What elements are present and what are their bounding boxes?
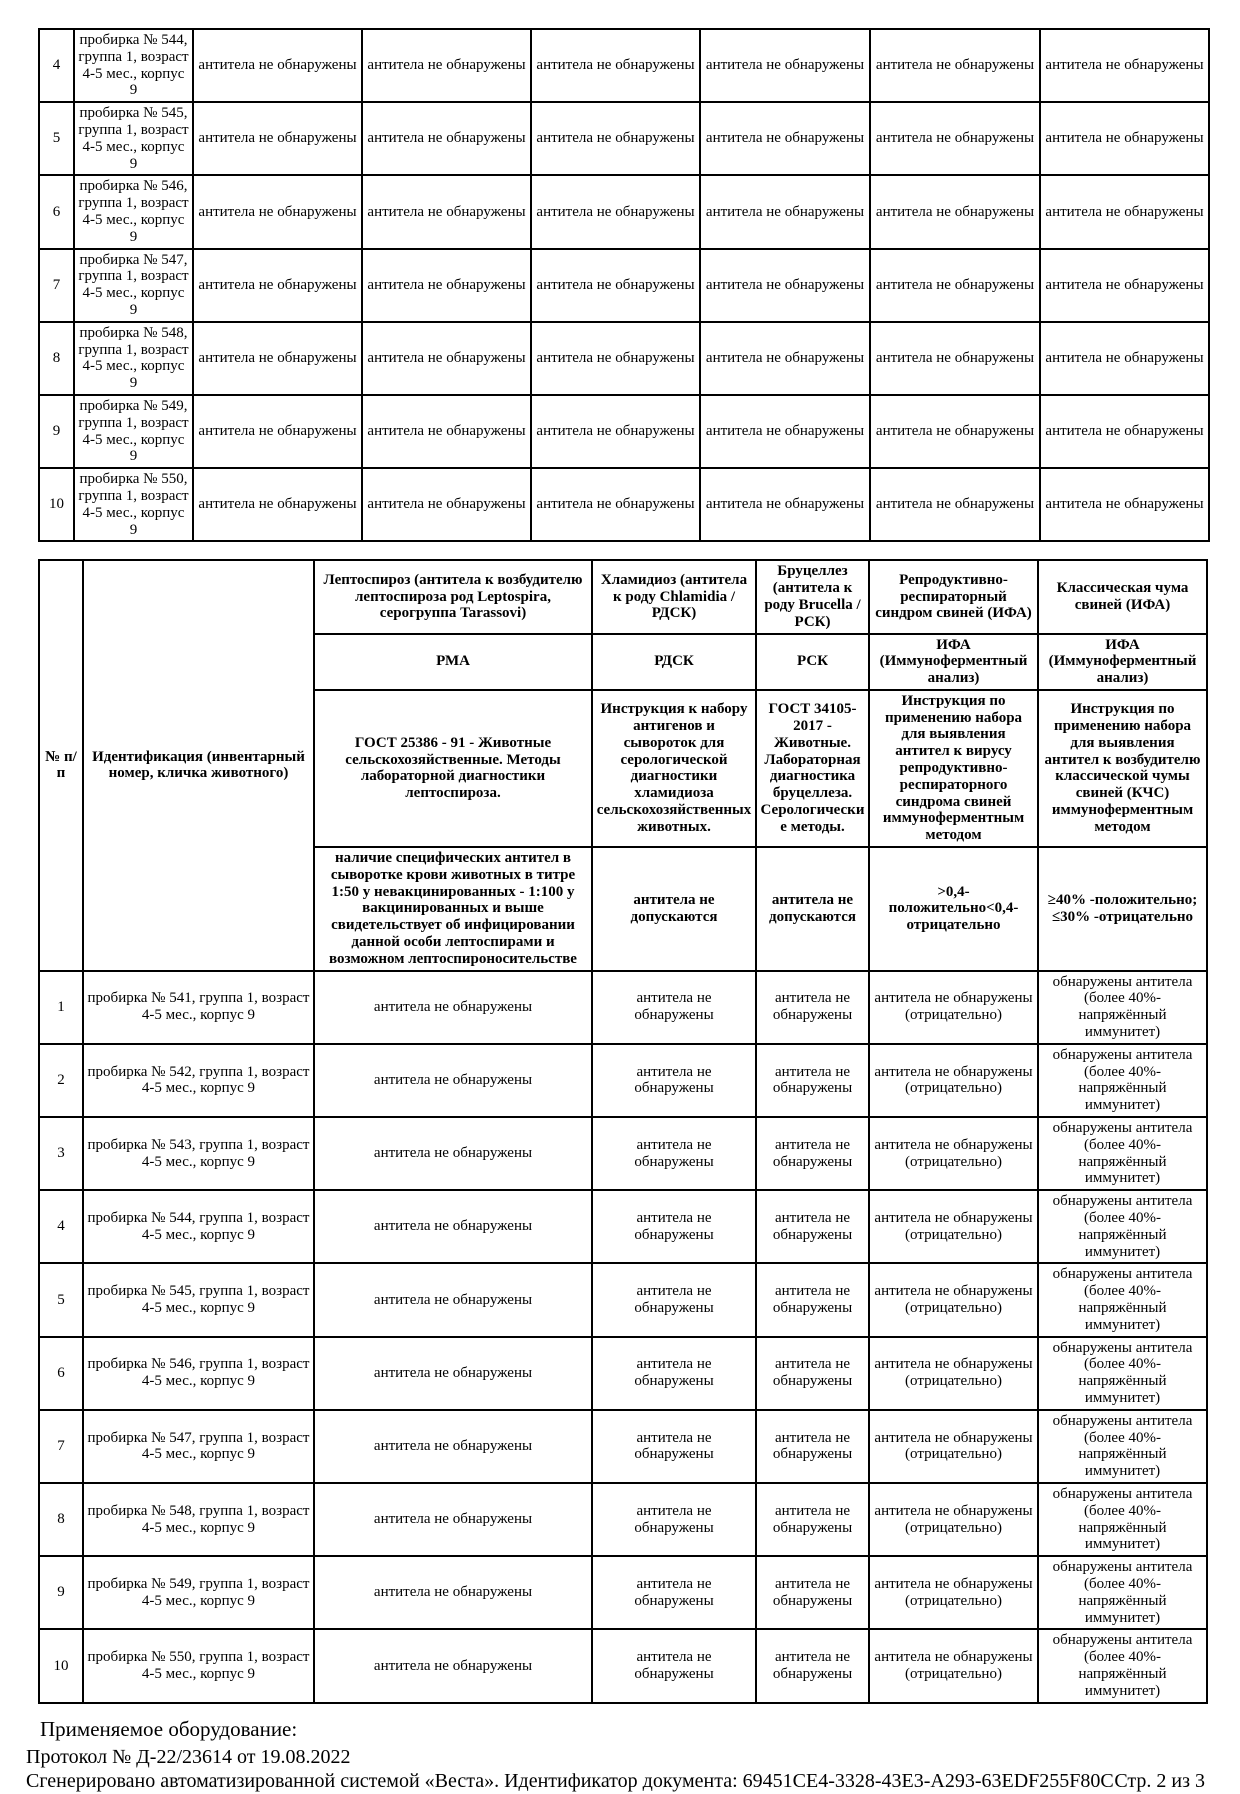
csf-result: обнаружены антитела (более 40%- напряжённый иммунитет)	[1038, 1483, 1207, 1556]
page-number: Стр. 2 из 3	[1114, 1770, 1205, 1793]
result-cell: антитела не обнаружены	[531, 29, 700, 102]
result-cell: антитела не обнаружены	[531, 468, 700, 541]
brucellosis-result: антитела не обнаружены	[756, 1410, 869, 1483]
row-number: 2	[39, 1044, 83, 1117]
result-cell: антитела не обнаружены	[700, 175, 870, 248]
brucellosis-result: антитела не обнаружены	[756, 1337, 869, 1410]
prrs-result: антитела не обнаружены (отрицательно)	[869, 1483, 1038, 1556]
prrs-result: антитела не обнаружены (отрицательно)	[869, 1629, 1038, 1702]
result-cell: антитела не обнаружены	[531, 175, 700, 248]
result-cell: антитела не обнаружены	[193, 175, 362, 248]
result-cell: антитела не обнаружены	[1040, 468, 1209, 541]
result-cell: антитела не обнаружены	[1040, 322, 1209, 395]
method-header-prrs: ИФА (Иммуноферментный анализ)	[869, 634, 1038, 690]
generated-note: Сгенерировано автоматизированной системой «Веста». Идентификатор документа: 69451CE4-3328-43E3-A293-63EDF255F80C	[26, 1770, 1114, 1793]
brucellosis-result: антитела не обнаружены	[756, 1629, 869, 1702]
standard-header-csf: Инструкция по применению набора для выявления антител к возбудителю классической чумы свиней (КЧС) иммуноферментным методом	[1038, 690, 1207, 847]
result-cell: антитела не обнаружены	[193, 322, 362, 395]
result-cell: антитела не обнаружены	[870, 468, 1040, 541]
sample-result-row	[39, 102, 1209, 175]
leptospirosis-result: антитела не обнаружены	[314, 971, 592, 1044]
row-number: 7	[39, 1410, 83, 1483]
sample-result-row	[39, 1263, 1207, 1336]
brucellosis-result: антитела не обнаружены	[756, 1044, 869, 1117]
brucellosis-result: антитела не обнаружены	[756, 971, 869, 1044]
result-cell: антитела не обнаружены	[870, 175, 1040, 248]
chlamydia-result: антитела не обнаружены	[592, 1410, 756, 1483]
row-number: 6	[39, 1337, 83, 1410]
csf-result: обнаружены антитела (более 40%- напряжённый иммунитет)	[1038, 1117, 1207, 1190]
chlamydia-result: антитела не обнаружены	[592, 1190, 756, 1263]
sample-result-row	[39, 322, 1209, 395]
standard-header-brucellosis: ГОСТ 34105-2017 - Животные. Лабораторная диагностика бруцеллеза. Серологические методы.	[756, 690, 869, 847]
row-number: 6	[39, 175, 74, 248]
protocol-number: Протокол № Д-22/23614 от 19.08.2022	[26, 1745, 351, 1768]
row-number: 8	[39, 322, 74, 395]
leptospirosis-result: антитела не обнаружены	[314, 1556, 592, 1629]
result-cell: антитела не обнаружены	[700, 249, 870, 322]
main-table-header	[39, 560, 1207, 970]
result-cell: антитела не обнаружены	[531, 395, 700, 468]
leptospirosis-result: антитела не обнаружены	[314, 1629, 592, 1702]
chlamydia-result: антитела не обнаружены	[592, 1337, 756, 1410]
sample-result-row	[39, 971, 1207, 1044]
csf-result: обнаружены антитела (более 40%- напряжённый иммунитет)	[1038, 1263, 1207, 1336]
row-number: 9	[39, 395, 74, 468]
row-number: 8	[39, 1483, 83, 1556]
leptospirosis-result: антитела не обнаружены	[314, 1044, 592, 1117]
page-footer	[26, 1716, 1205, 1794]
result-cell: антитела не обнаружены	[870, 322, 1040, 395]
prrs-result: антитела не обнаружены (отрицательно)	[869, 971, 1038, 1044]
row-number: 4	[39, 29, 74, 102]
norm-header-brucellosis: антитела не допускаются	[756, 847, 869, 971]
prrs-result: антитела не обнаружены (отрицательно)	[869, 1263, 1038, 1336]
result-cell: антитела не обнаружены	[1040, 29, 1209, 102]
result-cell: антитела не обнаружены	[700, 322, 870, 395]
prrs-result: антитела не обнаружены (отрицательно)	[869, 1556, 1038, 1629]
disease-header-chlamydia: Хламидиоз (антитела к роду Chlamidia / РДСК)	[592, 560, 756, 633]
sample-result-row	[39, 1556, 1207, 1629]
result-cell: антитела не обнаружены	[362, 175, 531, 248]
disease-header-brucellosis: Бруцеллез (антитела к роду Brucella / РСК)	[756, 560, 869, 633]
result-cell: антитела не обнаружены	[870, 395, 1040, 468]
result-cell: антитела не обнаружены	[362, 249, 531, 322]
main-table-body	[39, 971, 1207, 1703]
leptospirosis-result: антитела не обнаружены	[314, 1483, 592, 1556]
method-header-csf: ИФА (Иммуноферментный анализ)	[1038, 634, 1207, 690]
sample-result-row	[39, 249, 1209, 322]
prrs-result: антитела не обнаружены (отрицательно)	[869, 1410, 1038, 1483]
csf-result: обнаружены антитела (более 40%- напряжённый иммунитет)	[1038, 1044, 1207, 1117]
col-header-identification: Идентификация (инвентарный номер, кличка животного)	[83, 560, 314, 970]
row-number: 1	[39, 971, 83, 1044]
sample-result-row	[39, 468, 1209, 541]
sample-identification: пробирка № 545, группа 1, возраст 4-5 мес., корпус 9	[83, 1263, 314, 1336]
row-number: 4	[39, 1190, 83, 1263]
chlamydia-result: антитела не обнаружены	[592, 1044, 756, 1117]
result-cell: антитела не обнаружены	[700, 102, 870, 175]
result-cell: антитела не обнаружены	[1040, 102, 1209, 175]
result-cell: антитела не обнаружены	[531, 102, 700, 175]
sample-identification: пробирка № 546, группа 1, возраст 4-5 мес., корпус 9	[83, 1337, 314, 1410]
result-cell: антитела не обнаружены	[870, 249, 1040, 322]
result-cell: антитела не обнаружены	[531, 322, 700, 395]
equipment-label: Применяемое оборудование:	[40, 1716, 298, 1741]
sample-identification: пробирка № 543, группа 1, возраст 4-5 мес., корпус 9	[83, 1117, 314, 1190]
brucellosis-result: антитела не обнаружены	[756, 1263, 869, 1336]
sample-identification: пробирка № 550, группа 1, возраст 4-5 мес., корпус 9	[83, 1629, 314, 1702]
norm-header-leptospirosis: наличие специфических антител в сыворотке крови животных в титре 1:50 у невакцинированных - 1:100 у вакцинированных и выше свидетельствует об инфицировании данной особи лептоспирами и возможном лептоспироносительстве	[314, 847, 592, 971]
row-number: 3	[39, 1117, 83, 1190]
result-cell: антитела не обнаружены	[700, 29, 870, 102]
leptospirosis-result: антитела не обнаружены	[314, 1263, 592, 1336]
sample-identification: пробирка № 547, группа 1, возраст 4-5 мес., корпус 9	[74, 249, 193, 322]
chlamydia-result: антитела не обнаружены	[592, 1117, 756, 1190]
result-cell: антитела не обнаружены	[870, 102, 1040, 175]
sample-identification: пробирка № 550, группа 1, возраст 4-5 мес., корпус 9	[74, 468, 193, 541]
chlamydia-result: антитела не обнаружены	[592, 971, 756, 1044]
row-number: 9	[39, 1556, 83, 1629]
sample-identification: пробирка № 546, группа 1, возраст 4-5 мес., корпус 9	[74, 175, 193, 248]
disease-header-leptospirosis: Лептоспироз (антитела к возбудителю лептоспироза род Leptospira, серогруппа Tarassovi)	[314, 560, 592, 633]
chlamydia-result: антитела не обнаружены	[592, 1483, 756, 1556]
brucellosis-result: антитела не обнаружены	[756, 1483, 869, 1556]
standard-header-chlamydia: Инструкция к набору антигенов и сывороток для серологической диагностики хламидиоза сельскохозяйственных животных.	[592, 690, 756, 847]
disease-name-row	[39, 560, 1207, 633]
leptospirosis-result: антитела не обнаружены	[314, 1190, 592, 1263]
method-header-chlamydia: РДСК	[592, 634, 756, 690]
standard-header-leptospirosis: ГОСТ 25386 - 91 - Животные сельскохозяйственные. Методы лабораторной диагностики лептоспироза.	[314, 690, 592, 847]
result-cell: антитела не обнаружены	[362, 395, 531, 468]
disease-header-csf: Классическая чума свиней (ИФА)	[1038, 560, 1207, 633]
method-header-brucellosis: РСК	[756, 634, 869, 690]
sample-result-row	[39, 1044, 1207, 1117]
method-header-leptospirosis: РМА	[314, 634, 592, 690]
result-cell: антитела не обнаружены	[1040, 395, 1209, 468]
result-cell: антитела не обнаружены	[193, 395, 362, 468]
norm-header-csf: ≥40% -положительно; ≤30% -отрицательно	[1038, 847, 1207, 971]
sample-result-row	[39, 1190, 1207, 1263]
prrs-result: антитела не обнаружены (отрицательно)	[869, 1044, 1038, 1117]
disease-header-prrs: Репродуктивно-респираторный синдром свиней (ИФА)	[869, 560, 1038, 633]
csf-result: обнаружены антитела (более 40%- напряжённый иммунитет)	[1038, 1190, 1207, 1263]
serology-results-table-continuation	[38, 28, 1210, 542]
csf-result: обнаружены антитела (более 40%- напряжённый иммунитет)	[1038, 1629, 1207, 1702]
sample-result-row	[39, 1410, 1207, 1483]
sample-result-row	[39, 1117, 1207, 1190]
brucellosis-result: антитела не обнаружены	[756, 1190, 869, 1263]
row-number: 5	[39, 1263, 83, 1336]
sample-identification: пробирка № 548, группа 1, возраст 4-5 мес., корпус 9	[74, 322, 193, 395]
sample-identification: пробирка № 548, группа 1, возраст 4-5 мес., корпус 9	[83, 1483, 314, 1556]
result-cell: антитела не обнаружены	[193, 102, 362, 175]
sample-identification: пробирка № 542, группа 1, возраст 4-5 мес., корпус 9	[83, 1044, 314, 1117]
brucellosis-result: антитела не обнаружены	[756, 1117, 869, 1190]
leptospirosis-result: антитела не обнаружены	[314, 1117, 592, 1190]
row-number: 7	[39, 249, 74, 322]
sample-result-row	[39, 1483, 1207, 1556]
brucellosis-result: антитела не обнаружены	[756, 1556, 869, 1629]
result-cell: антитела не обнаружены	[1040, 249, 1209, 322]
csf-result: обнаружены антитела (более 40%- напряжённый иммунитет)	[1038, 1556, 1207, 1629]
sample-identification: пробирка № 549, группа 1, возраст 4-5 мес., корпус 9	[83, 1556, 314, 1629]
sample-result-row	[39, 175, 1209, 248]
csf-result: обнаружены антитела (более 40%- напряжённый иммунитет)	[1038, 1337, 1207, 1410]
result-cell: антитела не обнаружены	[531, 249, 700, 322]
sample-identification: пробирка № 544, группа 1, возраст 4-5 мес., корпус 9	[83, 1190, 314, 1263]
result-cell: антитела не обнаружены	[700, 468, 870, 541]
prrs-result: антитела не обнаружены (отрицательно)	[869, 1190, 1038, 1263]
sample-identification: пробирка № 547, группа 1, возраст 4-5 мес., корпус 9	[83, 1410, 314, 1483]
result-cell: антитела не обнаружены	[700, 395, 870, 468]
top-table-body	[39, 29, 1209, 541]
result-cell: антитела не обнаружены	[193, 468, 362, 541]
norm-header-chlamydia: антитела не допускаются	[592, 847, 756, 971]
csf-result: обнаружены антитела (более 40%- напряжённый иммунитет)	[1038, 1410, 1207, 1483]
sample-identification: пробирка № 544, группа 1, возраст 4-5 мес., корпус 9	[74, 29, 193, 102]
result-cell: антитела не обнаружены	[362, 102, 531, 175]
result-cell: антитела не обнаружены	[870, 29, 1040, 102]
standard-header-prrs: Инструкция по применению набора для выявления антител к вирусу репродуктивно-респираторного синдрома свиней иммуноферментным методом	[869, 690, 1038, 847]
col-header-num: № п/п	[39, 560, 83, 970]
result-cell: антитела не обнаружены	[362, 322, 531, 395]
serology-results-table	[38, 559, 1208, 1703]
sample-result-row	[39, 395, 1209, 468]
row-number: 10	[39, 468, 74, 541]
csf-result: обнаружены антитела (более 40%- напряжённый иммунитет)	[1038, 971, 1207, 1044]
result-cell: антитела не обнаружены	[193, 29, 362, 102]
leptospirosis-result: антитела не обнаружены	[314, 1410, 592, 1483]
row-number: 10	[39, 1629, 83, 1702]
sample-result-row	[39, 1629, 1207, 1702]
row-number: 5	[39, 102, 74, 175]
chlamydia-result: антитела не обнаружены	[592, 1263, 756, 1336]
sample-result-row	[39, 29, 1209, 102]
sample-identification: пробирка № 549, группа 1, возраст 4-5 мес., корпус 9	[74, 395, 193, 468]
result-cell: антитела не обнаружены	[193, 249, 362, 322]
result-cell: антитела не обнаружены	[362, 29, 531, 102]
result-cell: антитела не обнаружены	[362, 468, 531, 541]
chlamydia-result: антитела не обнаружены	[592, 1556, 756, 1629]
result-cell: антитела не обнаружены	[1040, 175, 1209, 248]
sample-identification: пробирка № 545, группа 1, возраст 4-5 мес., корпус 9	[74, 102, 193, 175]
chlamydia-result: антитела не обнаружены	[592, 1629, 756, 1702]
prrs-result: антитела не обнаружены (отрицательно)	[869, 1117, 1038, 1190]
leptospirosis-result: антитела не обнаружены	[314, 1337, 592, 1410]
prrs-result: антитела не обнаружены (отрицательно)	[869, 1337, 1038, 1410]
generated-row	[26, 1769, 1205, 1794]
sample-identification: пробирка № 541, группа 1, возраст 4-5 мес., корпус 9	[83, 971, 314, 1044]
norm-header-prrs: >0,4-положительно<0,4-отрицательно	[869, 847, 1038, 971]
sample-result-row	[39, 1337, 1207, 1410]
